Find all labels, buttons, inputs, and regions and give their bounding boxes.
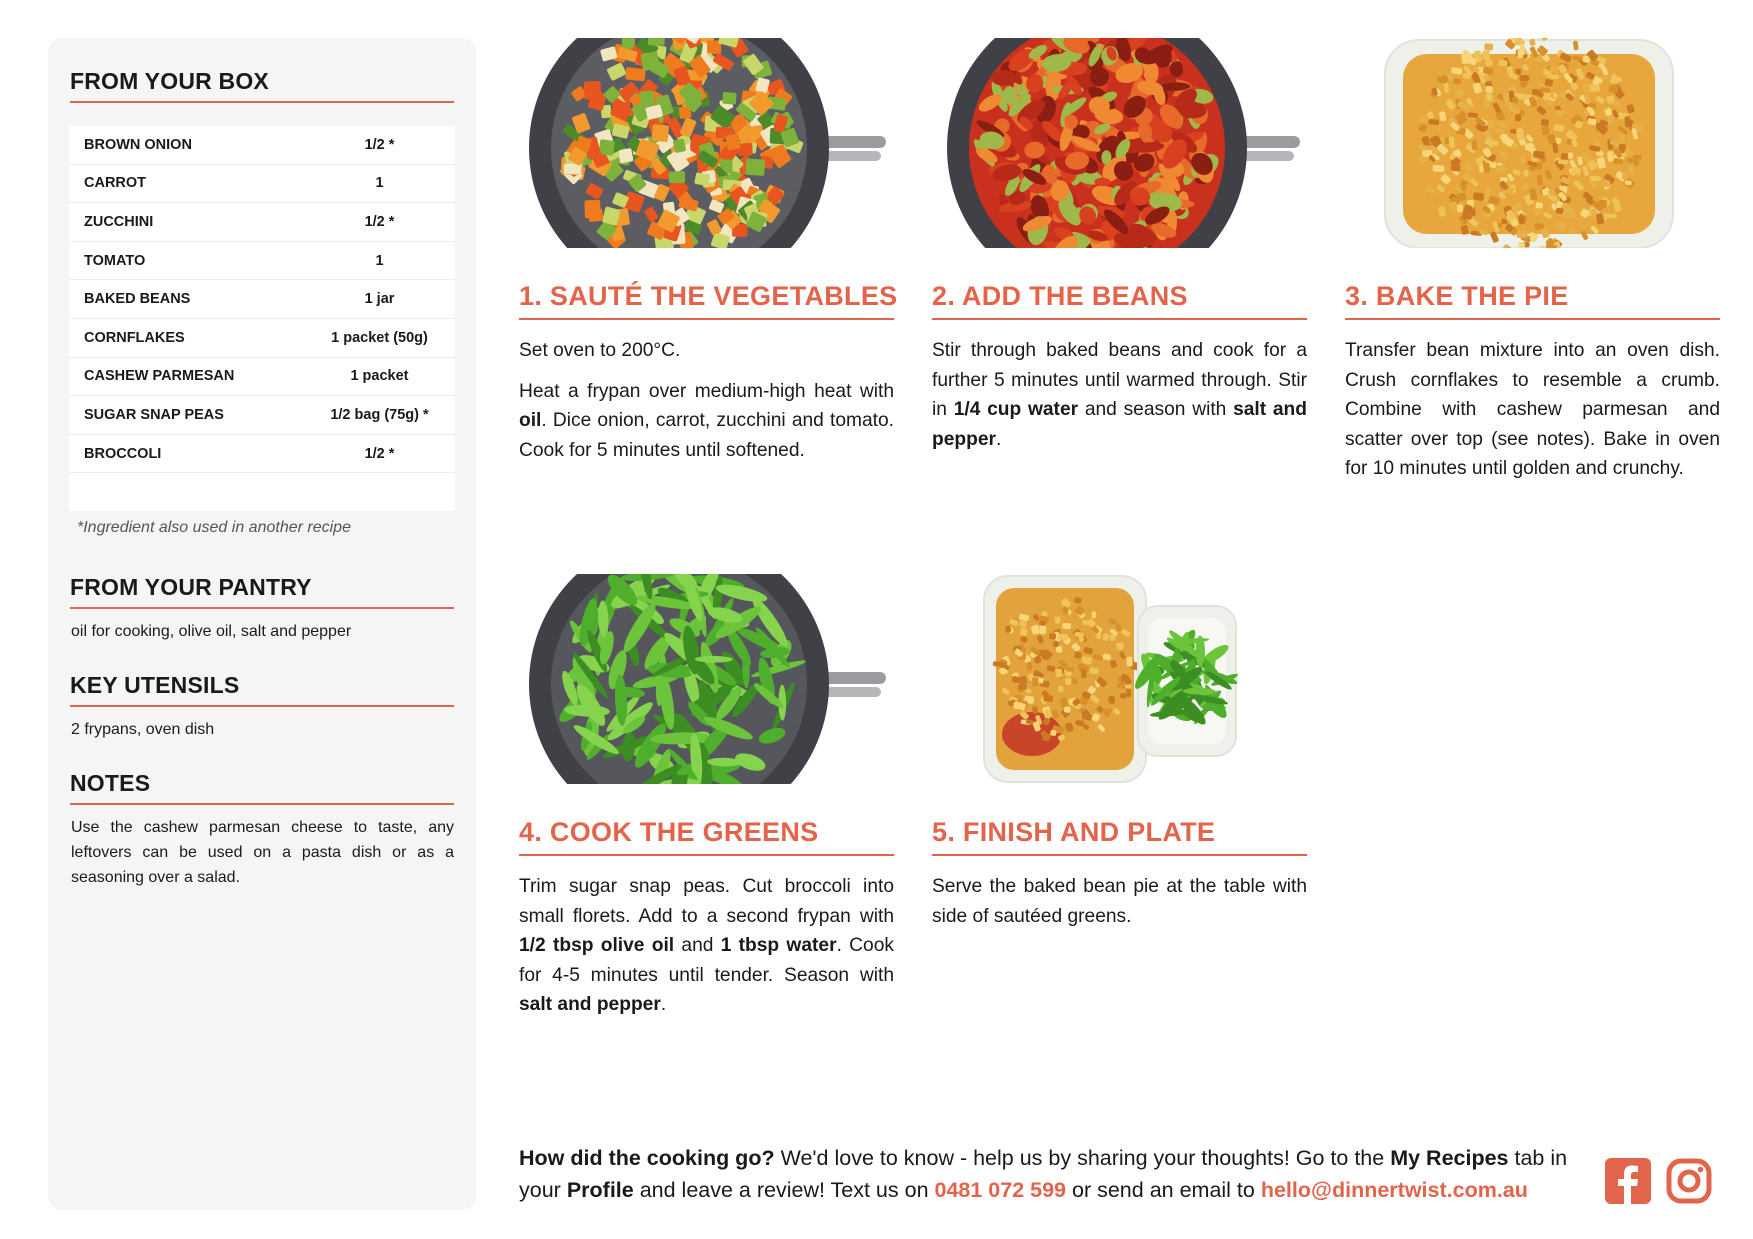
food-texture [1553,124,1565,132]
step-paragraph [932,336,1307,454]
food-texture [1418,145,1429,151]
food-texture [1613,158,1623,164]
text-run: or send an email to [1066,1178,1261,1202]
step-5 [932,574,1307,927]
food-texture [1541,126,1549,135]
food-texture [1103,633,1110,641]
food-texture [1622,172,1627,180]
food-texture [993,661,1003,667]
step-4 [519,574,894,1015]
bold-text: How did the cooking go? [519,1146,775,1170]
text-run: Trim sugar snap peas. Cut broccoli into small florets. Add to a second frypan with [519,876,894,927]
food-texture [1624,116,1631,127]
food-texture [1558,159,1569,164]
food-texture [1121,674,1128,682]
step-paragraph [1345,336,1720,484]
food-texture [1062,607,1068,615]
step-1-body [519,336,894,476]
ingredients-table [69,126,455,511]
food-texture [1633,155,1642,159]
text-run: Stir through baked beans and cook for a further 5 minutes until warmed through. Stir in [932,340,1307,420]
food-texture [1608,85,1618,93]
food-texture [1515,69,1521,76]
text-run: . [660,994,667,1015]
food-texture [1583,83,1590,93]
ingredient-qty: 1 [304,241,455,280]
food-texture [1515,114,1521,121]
food-texture [651,124,669,142]
bold-text: Profile [566,1178,634,1202]
key-utensils-title: KEY UTENSILS [70,672,454,707]
food-texture [1462,213,1472,220]
food-texture [1064,706,1071,713]
food-texture [668,171,685,183]
food-texture [1550,74,1559,79]
food-texture [1126,688,1131,697]
food-texture [1450,164,1460,171]
food-texture [1598,199,1607,208]
food-texture [1055,668,1063,677]
food-texture [1032,677,1039,687]
step-4-title: 4. COOK THE GREENS [519,817,894,856]
food-texture [588,209,603,223]
food-texture [745,158,765,176]
bold-ingredient: 1/2 tbsp olive oil [519,935,675,956]
ingredient-qty: 1/2 * [304,203,455,242]
frypan-greens-icon [519,574,894,784]
food-texture [1602,179,1610,187]
text-run: . Dice onion, carrot, zucchini and tomato. Cook for 5 minutes until softened. [519,410,894,461]
step-4-body [519,872,894,1031]
step-5-title: 5. FINISH AND PLATE [932,817,1307,856]
from-your-pantry-title: FROM YOUR PANTRY [70,574,454,609]
step-2-title: 2. ADD THE BEANS [932,281,1307,320]
ingredient-row [69,164,455,203]
bold-ingredient: oil [519,410,542,431]
food-texture [1486,86,1493,94]
ingredient-qty: 1 jar [304,280,455,319]
step-1 [519,38,898,461]
ingredient-row [69,434,455,473]
step-2-body [932,336,1307,465]
food-texture [1520,155,1526,164]
food-texture [1120,693,1127,698]
bold-ingredient: salt and pepper [519,994,661,1015]
ingredient-qty: 1/2 bag (75g) * [304,396,455,435]
step-paragraph [519,872,894,1020]
pantry-text: oil for cooking, olive oil, salt and pepper [71,623,352,640]
text-run: tab in your [519,1146,1568,1202]
food-texture [1503,92,1509,100]
food-texture [725,133,741,150]
food-texture [1428,119,1439,125]
food-texture [1520,75,1530,81]
step-2 [932,38,1307,450]
ingredient-row [69,318,455,357]
ingredient-name: SUGAR SNAP PEAS [69,396,304,435]
step-1-title: 1. SAUTÉ THE VEGETABLES [519,281,894,320]
food-texture [1020,628,1028,637]
food-texture [1432,165,1444,172]
food-texture [1049,633,1056,639]
step-paragraph [932,872,1307,931]
frypan-vegetables-icon [519,38,894,248]
food-texture [625,67,646,81]
ingredient-row-empty [69,473,455,512]
text-run: Set oven to 200°C. [519,340,681,361]
food-texture [1482,50,1490,60]
food-texture [1039,628,1046,635]
text-run: Transfer bean mixture into an oven dish. Crush cornflakes to resemble a crumb. Combine with cashew parmesan and scatter over top (see notes). Bake in oven for 10 minutes until golden and crunchy. [1345,340,1720,479]
food-texture [1606,95,1615,104]
food-texture [1535,202,1543,209]
from-your-box-title: FROM YOUR BOX [70,68,454,103]
oven-dish-pie-icon [1345,38,1720,248]
bold-ingredient: salt and pepper [932,399,1307,450]
food-texture [1628,165,1634,175]
food-texture [1606,213,1617,218]
review-prompt [519,1142,1589,1206]
food-texture [1523,170,1528,177]
food-texture [1544,79,1553,87]
instagram-icon[interactable] [1666,1158,1712,1204]
food-texture [1066,667,1074,672]
food-texture [1552,143,1558,153]
frypan-beans-icon [932,38,1307,248]
food-texture [1116,642,1124,650]
food-texture [1463,73,1472,79]
food-texture [1455,89,1464,98]
step-paragraph [519,377,894,466]
utensils-text: 2 frypans, oven dish [71,721,215,738]
food-texture [1485,59,1492,66]
text-run: Heat a frypan over medium-high heat with [519,380,894,402]
step-3 [1345,38,1720,479]
food-texture [1091,611,1096,618]
step-3-title: 3. BAKE THE PIE [1345,281,1720,320]
food-texture [618,148,634,164]
food-texture [1457,204,1463,212]
food-texture [584,81,602,100]
step-3-body [1345,336,1720,495]
ingredient-name: ZUCCHINI [69,203,304,242]
text-run: . [995,428,1002,450]
text-run: and season with [1078,399,1234,420]
bold-ingredient: 1/4 cup water [953,399,1079,420]
step-5-body [932,872,1307,942]
text-run: and leave a review! Text us on [633,1178,935,1202]
food-texture [1516,231,1527,238]
text-run: . Cook for 4-5 minutes until tender. Season with [519,935,894,986]
ingredient-name: CORNFLAKES [69,318,304,357]
food-texture [1537,175,1543,186]
food-texture [1468,112,1479,118]
food-texture [640,51,660,71]
notes-title: NOTES [70,770,454,805]
ingredient-qty: 1 [304,164,455,203]
ingredient-row [69,396,455,435]
ingredient-qty: 1 packet [304,357,455,396]
ingredient-row [69,126,455,164]
ingredient-name: BAKED BEANS [69,280,304,319]
notes-text: Use the cashew parmesan cheese to taste, any leftovers can be used on a pasta dish or as a seasoning over a salad. [71,819,454,886]
bold-ingredient: 1 tbsp water [720,935,837,956]
contact-link[interactable]: 0481 072 599 [934,1178,1067,1202]
step-paragraph [519,336,894,366]
food-texture [1488,119,1494,128]
food-texture [1473,192,1484,201]
food-texture [1483,162,1490,173]
food-texture [1074,597,1082,604]
text-run: We'd love to know - help us by sharing your thoughts! Go to the [774,1146,1391,1170]
food-texture [1472,140,1478,150]
food-texture [1065,678,1071,685]
ingredient-name: BROWN ONION [69,126,304,164]
food-texture [1126,657,1132,667]
food-texture [1556,208,1564,214]
food-texture [1607,151,1614,162]
food-texture [1027,662,1033,671]
ingredient-name: CASHEW PARMESAN [69,357,304,396]
food-texture [1549,67,1557,73]
bold-text: My Recipes [1390,1146,1509,1170]
ingredient-row [69,357,455,396]
food-texture [1499,60,1508,67]
plated-pie-and-greens-icon [932,574,1307,784]
food-texture [1518,242,1525,248]
text-run: Serve the baked bean pie at the table with side of sautéed greens. [932,876,1307,927]
ingredient-name: BROCCOLI [69,434,304,473]
ingredient-qty: 1/2 * [304,434,455,473]
ingredient-qty: 1/2 * [304,126,455,164]
food-texture [1590,176,1601,182]
ingredient-row [69,280,455,319]
ingredient-row [69,203,455,242]
food-texture [1484,43,1493,51]
contact-link[interactable]: hello@dinnertwist.com.au [1260,1178,1528,1202]
food-texture [1062,623,1071,629]
ingredient-name: TOMATO [69,241,304,280]
text-run: and [674,935,721,956]
food-texture [1058,686,1063,693]
food-texture [1534,38,1542,39]
food-texture [1619,144,1626,152]
facebook-icon[interactable] [1605,1158,1651,1204]
ingredient-row [69,241,455,280]
ingredient-footnote: *Ingredient also used in another recipe [77,519,351,536]
ingredients-sidebar [48,38,476,1210]
food-texture [1608,115,1614,124]
food-texture [1081,669,1087,678]
ingredient-name: CARROT [69,164,304,203]
food-texture [722,92,736,105]
ingredient-qty: 1 packet (50g) [304,318,455,357]
food-texture [648,38,665,46]
